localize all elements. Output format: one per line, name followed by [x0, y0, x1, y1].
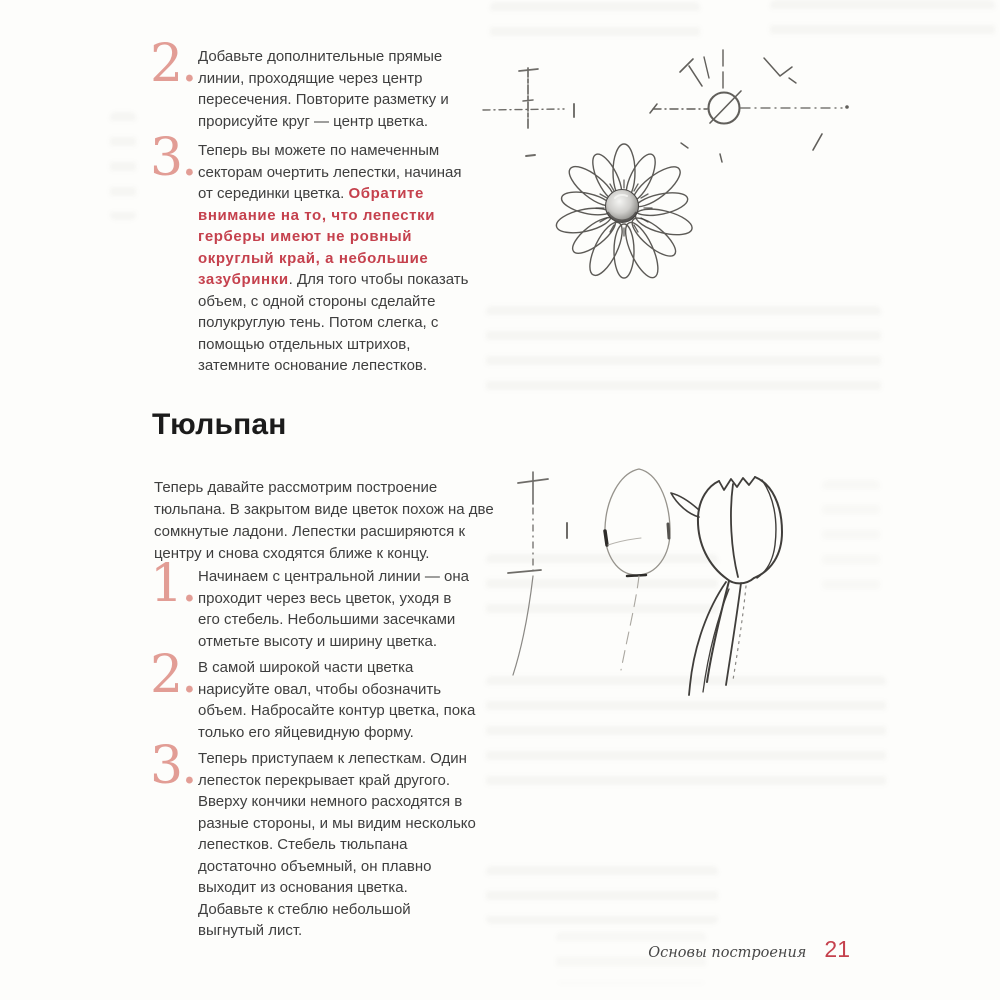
page-bleed-through [486, 866, 718, 924]
footer-section-title: Основы построения [648, 945, 807, 961]
gerbera-step-2 [150, 34, 480, 132]
gerbera-illustrations [480, 40, 875, 310]
tulip-step-2 [150, 645, 480, 743]
step-number: 3. [150, 128, 196, 188]
finished-tulip-pencil-sketch [671, 477, 782, 695]
step-text: Добавьте дополнительные прямые линии, проходящие через центр пересечения. Повторите разметку и прорисуйте круг — центр цветка. [198, 48, 449, 130]
section-heading: Тюльпан [152, 408, 287, 441]
step-number: 2. [150, 645, 196, 705]
page-bleed-through [822, 480, 880, 592]
center-line-with-ticks-sketch [508, 472, 567, 675]
step-text [198, 140, 476, 377]
tulip-step-1 [150, 554, 480, 652]
step-number: 3. [150, 736, 196, 796]
step-text-plain: . Для того чтобы показать объем, с одной стороны сделайте полукруглую тень. Потом слегка, с помощью отдельных штрихов, затемните основание лепестков. [198, 271, 469, 374]
page-bleed-through [486, 306, 881, 398]
step-number: 2. [150, 34, 196, 94]
tulip-step-3 [150, 736, 480, 942]
page-bleed-through [110, 112, 136, 220]
step-text-plain: Теперь вы можете по намеченным секторам очертить лепестки, начиная от серединки цветка. [198, 142, 462, 202]
section-intro: Теперь давайте рассмотрим построение тюльпана. В закрытом виде цветок похож на две сомкнутые ладони. Лепестки расширяются к центру и снова сходятся ближе к концу. [154, 479, 494, 562]
step-text: Начинаем с центральной линии — она проходит через весь цветок, уходя в его стебель. Небольшими засечками отметьте высоту и ширину цветка. [198, 568, 469, 650]
tulip-illustrations [480, 452, 820, 712]
page-bleed-through [770, 0, 995, 44]
circle-with-radiating-lines-sketch [650, 50, 849, 162]
gerbera-flower-pencil-sketch [554, 144, 694, 282]
step-text: Теперь приступаем к лепесткам. Один лепесток перекрывает край другого. Вверху кончики немного расходятся в разные стороны, и мы видим несколько лепестков. Стебель тюльпана достаточно объемный, он плавно выходит из основания цветка. Добавьте к стеблю небольшой выгнутый лист. [198, 750, 476, 939]
step-text-highlight-red: Обратите внимание на то, что лепестки герберы имеют не ровный округлый край, а небольшие зазубринки [198, 185, 436, 288]
page-footer [580, 936, 850, 963]
page-bleed-through [490, 2, 700, 42]
gerbera-step-3 [150, 128, 480, 377]
egg-shape-outline-sketch [605, 469, 670, 670]
step-number: 1. [150, 554, 196, 614]
step-text: В самой широкой части цветка нарисуйте овал, чтобы обозначить объем. Набросайте контур цветка, пока только его яйцевидную форму. [198, 659, 476, 741]
axis-cross-tick-sketch [483, 68, 574, 156]
page-number: 21 [824, 936, 850, 962]
